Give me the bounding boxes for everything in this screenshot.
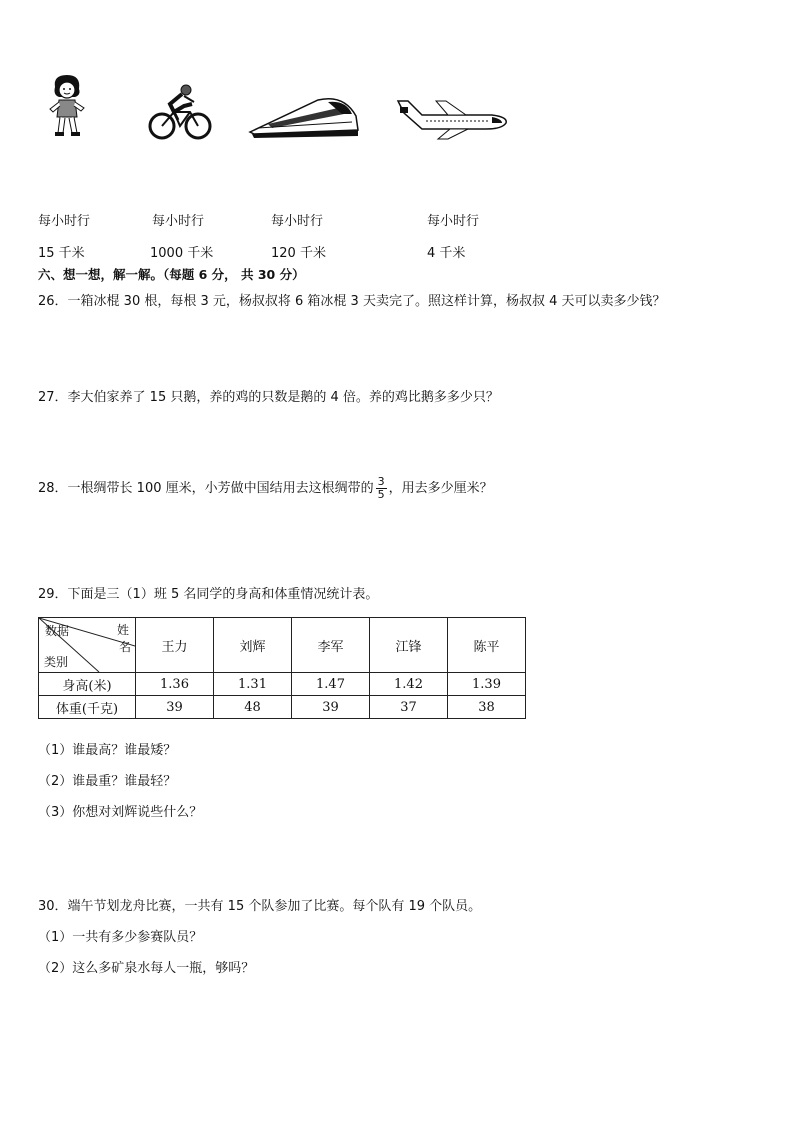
table-header-name: 刘辉 bbox=[214, 618, 292, 673]
question-26: 26．一箱冰棍 30 根，每根 3 元，杨叔叔将 6 箱冰棍 3 天卖完了。照这样计算，杨叔叔 4 天可以卖多少钱？ bbox=[38, 294, 666, 309]
table-cell: 39 bbox=[292, 696, 370, 719]
speed-value: 15 千米 bbox=[38, 246, 85, 261]
question-29-sub-1: （1）谁最高？谁最矮？ bbox=[38, 743, 177, 758]
question-28 bbox=[38, 476, 493, 501]
speed-value: 1000 千米 bbox=[150, 246, 214, 261]
question-29-sub-3: （3）你想对刘辉说些什么？ bbox=[38, 805, 203, 820]
table-cell: 48 bbox=[214, 696, 292, 719]
fraction-denominator: 5 bbox=[377, 488, 385, 501]
section-title: 六、想一想，解一解。（每题 6 分， 共 30 分） bbox=[38, 267, 305, 282]
table-header-name: 江锋 bbox=[370, 618, 448, 673]
speed-label: 每小时行 bbox=[427, 214, 480, 229]
corner-label-name-2: 名 bbox=[118, 640, 131, 654]
question-27: 27．李大伯家养了 15 只鹅，养的鸡的只数是鹅的 4 倍。养的鸡比鹅多多少只？ bbox=[38, 390, 499, 405]
speed-label: 每小时行 bbox=[152, 214, 205, 229]
table-cell: 39 bbox=[136, 696, 214, 719]
speed-value: 4 千米 bbox=[427, 246, 466, 261]
question-30-sub-2: （2）这么多矿泉水每人一瓶，够吗？ bbox=[38, 961, 255, 976]
table-header-name: 陈平 bbox=[448, 618, 526, 673]
row-label: 体重(千克) bbox=[39, 696, 136, 719]
stats-table bbox=[38, 617, 526, 719]
train-icon bbox=[248, 94, 360, 140]
question-29: 29．下面是三（1）班 5 名同学的身高和体重情况统计表。 bbox=[38, 587, 379, 602]
table-header-name: 王力 bbox=[136, 618, 214, 673]
table-cell: 1.31 bbox=[214, 673, 292, 696]
cyclist-icon bbox=[148, 82, 212, 142]
question-30-sub-1: （1）一共有多少参赛队员？ bbox=[38, 930, 203, 945]
table-cell: 37 bbox=[370, 696, 448, 719]
table-cell: 1.39 bbox=[448, 673, 526, 696]
corner-label-data: 数据 bbox=[45, 624, 70, 638]
table-cell: 1.47 bbox=[292, 673, 370, 696]
question-28-text-end: ，用去多少厘米？ bbox=[388, 481, 493, 496]
corner-label-category: 类别 bbox=[44, 655, 69, 669]
speed-label: 每小时行 bbox=[38, 214, 91, 229]
question-29-sub-2: （2）谁最重？谁最轻？ bbox=[38, 774, 177, 789]
table-cell: 38 bbox=[448, 696, 526, 719]
corner-label-name-1: 姓 bbox=[116, 623, 129, 637]
girl-walking-icon bbox=[45, 73, 89, 139]
table-cell: 1.36 bbox=[136, 673, 214, 696]
speed-value: 120 千米 bbox=[271, 246, 326, 261]
table-row bbox=[39, 673, 526, 696]
question-30: 30．端午节划龙舟比赛，一共有 15 个队参加了比赛。每个队有 19 个队员。 bbox=[38, 899, 482, 914]
table-cell: 1.42 bbox=[370, 673, 448, 696]
table-row bbox=[39, 696, 526, 719]
question-28-text: 28．一根绸带长 100 厘米，小芳做中国结用去这根绸带的 bbox=[38, 481, 374, 496]
fraction bbox=[376, 476, 387, 501]
table-header-name: 李军 bbox=[292, 618, 370, 673]
row-label: 身高(米) bbox=[39, 673, 136, 696]
fraction-numerator: 3 bbox=[377, 475, 385, 488]
table-corner-cell bbox=[39, 618, 136, 673]
speed-label: 每小时行 bbox=[271, 214, 324, 229]
airplane-icon bbox=[396, 99, 510, 141]
